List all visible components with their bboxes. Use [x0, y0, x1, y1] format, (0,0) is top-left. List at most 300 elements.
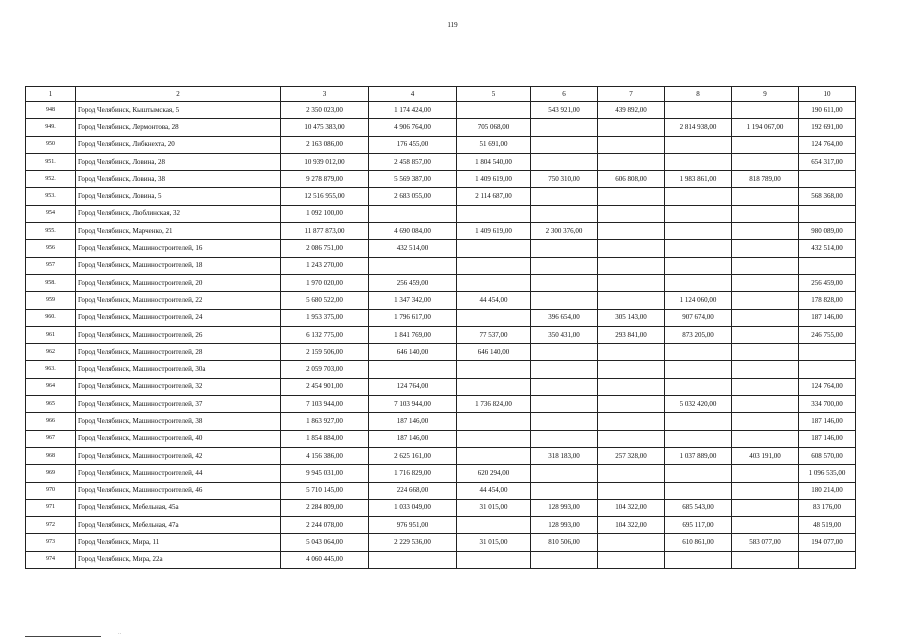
- table-row: [26, 274, 856, 291]
- amount-cell: [457, 102, 531, 119]
- amount-cell: [598, 240, 665, 257]
- amount-cell: [598, 378, 665, 395]
- table-row: [26, 205, 856, 222]
- row-number-cell: 951.: [26, 153, 76, 170]
- amount-cell: [665, 413, 732, 430]
- address-cell: Город Челябинск, Машиностроителей, 26: [76, 326, 281, 343]
- amount-cell: 104 322,00: [598, 499, 665, 516]
- amount-cell: [732, 292, 799, 309]
- amount-cell: [531, 465, 598, 482]
- amount-cell: [598, 361, 665, 378]
- amount-cell: [598, 205, 665, 222]
- amount-cell: 1 983 861,00: [665, 171, 732, 188]
- amount-cell: 2 114 687,00: [457, 188, 531, 205]
- amount-cell: 4 906 764,00: [369, 119, 457, 136]
- amount-cell: 187 146,00: [799, 309, 856, 326]
- amount-cell: 439 892,00: [598, 102, 665, 119]
- address-cell: Город Челябинск, Машиностроителей, 46: [76, 482, 281, 499]
- row-number-cell: 970: [26, 482, 76, 499]
- amount-cell: 583 077,00: [732, 534, 799, 551]
- amount-cell: 1 194 067,00: [732, 119, 799, 136]
- amount-cell: [732, 413, 799, 430]
- amount-cell: [799, 344, 856, 361]
- amount-cell: 1 409 619,00: [457, 171, 531, 188]
- amount-cell: [665, 153, 732, 170]
- amount-cell: 7 103 944,00: [281, 396, 369, 413]
- row-number-cell: 950: [26, 136, 76, 153]
- table-row: [26, 223, 856, 240]
- amount-cell: 293 841,00: [598, 326, 665, 343]
- amount-cell: 1 841 769,00: [369, 326, 457, 343]
- amount-cell: 2 350 023,00: [281, 102, 369, 119]
- amount-cell: 44 454,00: [457, 292, 531, 309]
- amount-cell: 432 514,00: [799, 240, 856, 257]
- amount-cell: [457, 517, 531, 534]
- table-row: [26, 240, 856, 257]
- amount-cell: 192 691,00: [799, 119, 856, 136]
- amount-cell: 256 459,00: [799, 274, 856, 291]
- amount-cell: 1 243 270,00: [281, 257, 369, 274]
- amount-cell: [531, 188, 598, 205]
- row-number-cell: 967: [26, 430, 76, 447]
- amount-cell: [369, 257, 457, 274]
- amount-cell: [732, 326, 799, 343]
- address-cell: Город Челябинск, Машиностроителей, 37: [76, 396, 281, 413]
- amount-cell: [799, 361, 856, 378]
- amount-cell: 2 458 857,00: [369, 153, 457, 170]
- column-header: 1: [26, 87, 76, 102]
- amount-cell: 10 475 383,00: [281, 119, 369, 136]
- table-row: [26, 344, 856, 361]
- amount-cell: [598, 551, 665, 568]
- amount-cell: 194 077,00: [799, 534, 856, 551]
- amount-cell: [732, 257, 799, 274]
- row-number-cell: 957: [26, 257, 76, 274]
- amount-cell: 187 146,00: [799, 413, 856, 430]
- amount-cell: 2 814 938,00: [665, 119, 732, 136]
- amount-cell: [598, 223, 665, 240]
- amount-cell: 5 710 145,00: [281, 482, 369, 499]
- amount-cell: [665, 274, 732, 291]
- table-row: [26, 136, 856, 153]
- amount-cell: 104 322,00: [598, 517, 665, 534]
- amount-cell: 51 691,00: [457, 136, 531, 153]
- amount-cell: [457, 413, 531, 430]
- amount-cell: [457, 447, 531, 464]
- amount-cell: 176 455,00: [369, 136, 457, 153]
- amount-cell: 1 796 617,00: [369, 309, 457, 326]
- amount-cell: 1 736 824,00: [457, 396, 531, 413]
- amount-cell: 190 611,00: [799, 102, 856, 119]
- address-cell: Город Челябинск, Люблинская, 32: [76, 205, 281, 222]
- amount-cell: 128 993,00: [531, 517, 598, 534]
- amount-cell: 646 140,00: [369, 344, 457, 361]
- row-number-cell: 968: [26, 447, 76, 464]
- amount-cell: 1 124 060,00: [665, 292, 732, 309]
- amount-cell: [732, 136, 799, 153]
- amount-cell: [799, 551, 856, 568]
- amount-cell: [732, 430, 799, 447]
- amount-cell: 334 700,00: [799, 396, 856, 413]
- amount-cell: 2 284 809,00: [281, 499, 369, 516]
- address-cell: Город Челябинск, Ловина, 28: [76, 153, 281, 170]
- amount-cell: 4 156 386,00: [281, 447, 369, 464]
- amount-cell: 606 808,00: [598, 171, 665, 188]
- address-cell: Город Челябинск, Мира, 22а: [76, 551, 281, 568]
- table-header-row: [26, 87, 856, 102]
- amount-cell: 646 140,00: [457, 344, 531, 361]
- amount-cell: [598, 413, 665, 430]
- amount-cell: [732, 499, 799, 516]
- table-row: [26, 499, 856, 516]
- amount-cell: 818 789,00: [732, 171, 799, 188]
- table-row: [26, 188, 856, 205]
- amount-cell: 246 755,00: [799, 326, 856, 343]
- address-cell: Город Челябинск, Машиностроителей, 44: [76, 465, 281, 482]
- amount-cell: 128 993,00: [531, 499, 598, 516]
- amount-cell: 5 032 420,00: [665, 396, 732, 413]
- amount-cell: [531, 396, 598, 413]
- table-row: [26, 551, 856, 568]
- amount-cell: 6 132 775,00: [281, 326, 369, 343]
- amount-cell: [457, 430, 531, 447]
- amount-cell: [732, 205, 799, 222]
- amount-cell: 980 089,00: [799, 223, 856, 240]
- column-header: 6: [531, 87, 598, 102]
- amount-cell: 695 117,00: [665, 517, 732, 534]
- amount-cell: 124 764,00: [799, 378, 856, 395]
- amount-cell: 9 945 031,00: [281, 465, 369, 482]
- amount-cell: [732, 240, 799, 257]
- amount-cell: 907 674,00: [665, 309, 732, 326]
- amount-cell: [598, 188, 665, 205]
- table-row: [26, 517, 856, 534]
- data-table: [25, 86, 856, 569]
- address-cell: Город Челябинск, Машиностроителей, 30а: [76, 361, 281, 378]
- address-cell: Город Челябинск, Мебельная, 45а: [76, 499, 281, 516]
- amount-cell: [665, 257, 732, 274]
- row-number-cell: 959: [26, 292, 76, 309]
- amount-cell: [598, 344, 665, 361]
- amount-cell: [369, 361, 457, 378]
- amount-cell: 48 519,00: [799, 517, 856, 534]
- amount-cell: 620 294,00: [457, 465, 531, 482]
- amount-cell: [531, 136, 598, 153]
- amount-cell: 187 146,00: [799, 430, 856, 447]
- amount-cell: 1 174 424,00: [369, 102, 457, 119]
- column-header: 9: [732, 87, 799, 102]
- amount-cell: 257 328,00: [598, 447, 665, 464]
- amount-cell: 2 163 086,00: [281, 136, 369, 153]
- amount-cell: 5 680 522,00: [281, 292, 369, 309]
- amount-cell: [531, 257, 598, 274]
- amount-cell: [732, 153, 799, 170]
- amount-cell: 2 159 506,00: [281, 344, 369, 361]
- amount-cell: [799, 257, 856, 274]
- column-header: 7: [598, 87, 665, 102]
- amount-cell: 4 690 084,00: [369, 223, 457, 240]
- address-cell: Город Челябинск, Машиностроителей, 24: [76, 309, 281, 326]
- amount-cell: [369, 551, 457, 568]
- table-row: [26, 413, 856, 430]
- row-number-cell: 949.: [26, 119, 76, 136]
- amount-cell: 810 506,00: [531, 534, 598, 551]
- amount-cell: 2 059 703,00: [281, 361, 369, 378]
- amount-cell: 2 454 901,00: [281, 378, 369, 395]
- amount-cell: 1 033 049,00: [369, 499, 457, 516]
- amount-cell: 77 537,00: [457, 326, 531, 343]
- address-cell: Город Челябинск, Машиностроителей, 22: [76, 292, 281, 309]
- amount-cell: 1 347 342,00: [369, 292, 457, 309]
- amount-cell: [531, 430, 598, 447]
- amount-cell: [665, 465, 732, 482]
- row-number-cell: 961: [26, 326, 76, 343]
- amount-cell: [598, 292, 665, 309]
- amount-cell: 750 310,00: [531, 171, 598, 188]
- amount-cell: [531, 153, 598, 170]
- row-number-cell: 963.: [26, 361, 76, 378]
- amount-cell: 318 183,00: [531, 447, 598, 464]
- amount-cell: [799, 205, 856, 222]
- amount-cell: [457, 361, 531, 378]
- address-cell: Город Челябинск, Машиностроителей, 38: [76, 413, 281, 430]
- amount-cell: [665, 361, 732, 378]
- address-cell: Город Челябинск, Ловина, 38: [76, 171, 281, 188]
- address-cell: Город Челябинск, Машиностроителей, 32: [76, 378, 281, 395]
- table-row: [26, 171, 856, 188]
- row-number-cell: 956: [26, 240, 76, 257]
- address-cell: Город Челябинск, Машиностроителей, 28: [76, 344, 281, 361]
- amount-cell: [598, 153, 665, 170]
- column-header: 2: [76, 87, 281, 102]
- address-cell: Город Челябинск, Кыштымская, 5: [76, 102, 281, 119]
- row-number-cell: 960.: [26, 309, 76, 326]
- amount-cell: 403 191,00: [732, 447, 799, 464]
- amount-cell: [598, 482, 665, 499]
- table-row: [26, 257, 856, 274]
- row-number-cell: 965: [26, 396, 76, 413]
- amount-cell: 608 570,00: [799, 447, 856, 464]
- page-number: 119: [447, 21, 458, 29]
- amount-cell: 124 764,00: [369, 378, 457, 395]
- table-row: [26, 119, 856, 136]
- footer-mark: ··: [118, 632, 122, 637]
- amount-cell: [531, 413, 598, 430]
- amount-cell: [665, 188, 732, 205]
- address-cell: Город Челябинск, Машиностроителей, 42: [76, 447, 281, 464]
- amount-cell: 187 146,00: [369, 430, 457, 447]
- amount-cell: 568 368,00: [799, 188, 856, 205]
- amount-cell: 178 828,00: [799, 292, 856, 309]
- amount-cell: [665, 102, 732, 119]
- amount-cell: 5 569 387,00: [369, 171, 457, 188]
- table-row: [26, 482, 856, 499]
- amount-cell: [732, 102, 799, 119]
- row-number-cell: 953.: [26, 188, 76, 205]
- amount-cell: [598, 136, 665, 153]
- amount-cell: [457, 205, 531, 222]
- amount-cell: 256 459,00: [369, 274, 457, 291]
- table-row: [26, 396, 856, 413]
- amount-cell: [369, 205, 457, 222]
- amount-cell: [732, 223, 799, 240]
- row-number-cell: 962: [26, 344, 76, 361]
- row-number-cell: 954: [26, 205, 76, 222]
- amount-cell: [457, 309, 531, 326]
- amount-cell: 1 970 020,00: [281, 274, 369, 291]
- amount-cell: [665, 378, 732, 395]
- amount-cell: [665, 136, 732, 153]
- amount-cell: [665, 344, 732, 361]
- amount-cell: [531, 344, 598, 361]
- footer-rule: [25, 636, 101, 637]
- column-header: 10: [799, 87, 856, 102]
- table-row: [26, 447, 856, 464]
- address-cell: Город Челябинск, Машиностроителей, 40: [76, 430, 281, 447]
- amount-cell: 83 176,00: [799, 499, 856, 516]
- amount-cell: 31 015,00: [457, 534, 531, 551]
- table-row: [26, 534, 856, 551]
- amount-cell: 305 143,00: [598, 309, 665, 326]
- amount-cell: [531, 551, 598, 568]
- table-row: [26, 102, 856, 119]
- amount-cell: 224 668,00: [369, 482, 457, 499]
- amount-cell: 432 514,00: [369, 240, 457, 257]
- row-number-cell: 971: [26, 499, 76, 516]
- amount-cell: [457, 257, 531, 274]
- row-number-cell: 966: [26, 413, 76, 430]
- amount-cell: 350 431,00: [531, 326, 598, 343]
- amount-cell: 976 951,00: [369, 517, 457, 534]
- table-row: [26, 378, 856, 395]
- amount-cell: 187 146,00: [369, 413, 457, 430]
- address-cell: Город Челябинск, Мира, 11: [76, 534, 281, 551]
- address-cell: Город Челябинск, Машиностроителей, 16: [76, 240, 281, 257]
- amount-cell: [457, 274, 531, 291]
- amount-cell: 2 086 751,00: [281, 240, 369, 257]
- amount-cell: 11 877 873,00: [281, 223, 369, 240]
- amount-cell: [531, 378, 598, 395]
- table-row: [26, 361, 856, 378]
- table-row: [26, 292, 856, 309]
- address-cell: Город Челябинск, Либкнехта, 20: [76, 136, 281, 153]
- amount-cell: [732, 465, 799, 482]
- amount-cell: [665, 240, 732, 257]
- amount-cell: [732, 309, 799, 326]
- amount-cell: 31 015,00: [457, 499, 531, 516]
- amount-cell: [531, 119, 598, 136]
- amount-cell: 610 861,00: [665, 534, 732, 551]
- amount-cell: [598, 119, 665, 136]
- amount-cell: [732, 396, 799, 413]
- amount-cell: [665, 430, 732, 447]
- amount-cell: 1 096 535,00: [799, 465, 856, 482]
- amount-cell: [531, 482, 598, 499]
- amount-cell: [732, 517, 799, 534]
- amount-cell: 873 205,00: [665, 326, 732, 343]
- amount-cell: 2 244 078,00: [281, 517, 369, 534]
- table-row: [26, 326, 856, 343]
- amount-cell: 396 654,00: [531, 309, 598, 326]
- amount-cell: 2 300 376,00: [531, 223, 598, 240]
- amount-cell: 2 229 536,00: [369, 534, 457, 551]
- amount-cell: 124 764,00: [799, 136, 856, 153]
- amount-cell: [732, 551, 799, 568]
- column-header: 3: [281, 87, 369, 102]
- amount-cell: [598, 274, 665, 291]
- amount-cell: 7 103 944,00: [369, 396, 457, 413]
- amount-cell: 1 953 375,00: [281, 309, 369, 326]
- amount-cell: 12 516 955,00: [281, 188, 369, 205]
- row-number-cell: 973: [26, 534, 76, 551]
- amount-cell: 2 683 055,00: [369, 188, 457, 205]
- column-header: 5: [457, 87, 531, 102]
- amount-cell: 9 278 879,00: [281, 171, 369, 188]
- amount-cell: [732, 274, 799, 291]
- amount-cell: [732, 188, 799, 205]
- amount-cell: [457, 551, 531, 568]
- amount-cell: 180 214,00: [799, 482, 856, 499]
- amount-cell: 44 454,00: [457, 482, 531, 499]
- amount-cell: [598, 534, 665, 551]
- row-number-cell: 958.: [26, 274, 76, 291]
- amount-cell: 2 625 161,00: [369, 447, 457, 464]
- amount-cell: [665, 205, 732, 222]
- amount-cell: [665, 551, 732, 568]
- row-number-cell: 969: [26, 465, 76, 482]
- amount-cell: [531, 292, 598, 309]
- amount-cell: [598, 257, 665, 274]
- amount-cell: 705 068,00: [457, 119, 531, 136]
- address-cell: Город Челябинск, Марченко, 21: [76, 223, 281, 240]
- amount-cell: [799, 171, 856, 188]
- address-cell: Город Челябинск, Лермонтова, 28: [76, 119, 281, 136]
- address-cell: Город Челябинск, Машиностроителей, 20: [76, 274, 281, 291]
- row-number-cell: 972: [26, 517, 76, 534]
- amount-cell: 1 854 884,00: [281, 430, 369, 447]
- amount-cell: [598, 396, 665, 413]
- address-cell: Город Челябинск, Ловина, 5: [76, 188, 281, 205]
- amount-cell: [732, 482, 799, 499]
- amount-cell: [732, 361, 799, 378]
- amount-cell: 1 037 889,00: [665, 447, 732, 464]
- amount-cell: [732, 378, 799, 395]
- row-number-cell: 948: [26, 102, 76, 119]
- row-number-cell: 955.: [26, 223, 76, 240]
- amount-cell: 10 939 012,00: [281, 153, 369, 170]
- row-number-cell: 952.: [26, 171, 76, 188]
- amount-cell: 4 060 445,00: [281, 551, 369, 568]
- amount-cell: [531, 205, 598, 222]
- amount-cell: [598, 465, 665, 482]
- amount-cell: 685 543,00: [665, 499, 732, 516]
- row-number-cell: 974: [26, 551, 76, 568]
- amount-cell: [457, 240, 531, 257]
- amount-cell: 1 716 829,00: [369, 465, 457, 482]
- column-header: 8: [665, 87, 732, 102]
- amount-cell: [665, 223, 732, 240]
- amount-cell: 1 863 927,00: [281, 413, 369, 430]
- column-header: 4: [369, 87, 457, 102]
- amount-cell: 1 092 100,00: [281, 205, 369, 222]
- amount-cell: [531, 274, 598, 291]
- row-number-cell: 964: [26, 378, 76, 395]
- table-row: [26, 309, 856, 326]
- amount-cell: [457, 378, 531, 395]
- table-row: [26, 430, 856, 447]
- amount-cell: 654 317,00: [799, 153, 856, 170]
- address-cell: Город Челябинск, Машиностроителей, 18: [76, 257, 281, 274]
